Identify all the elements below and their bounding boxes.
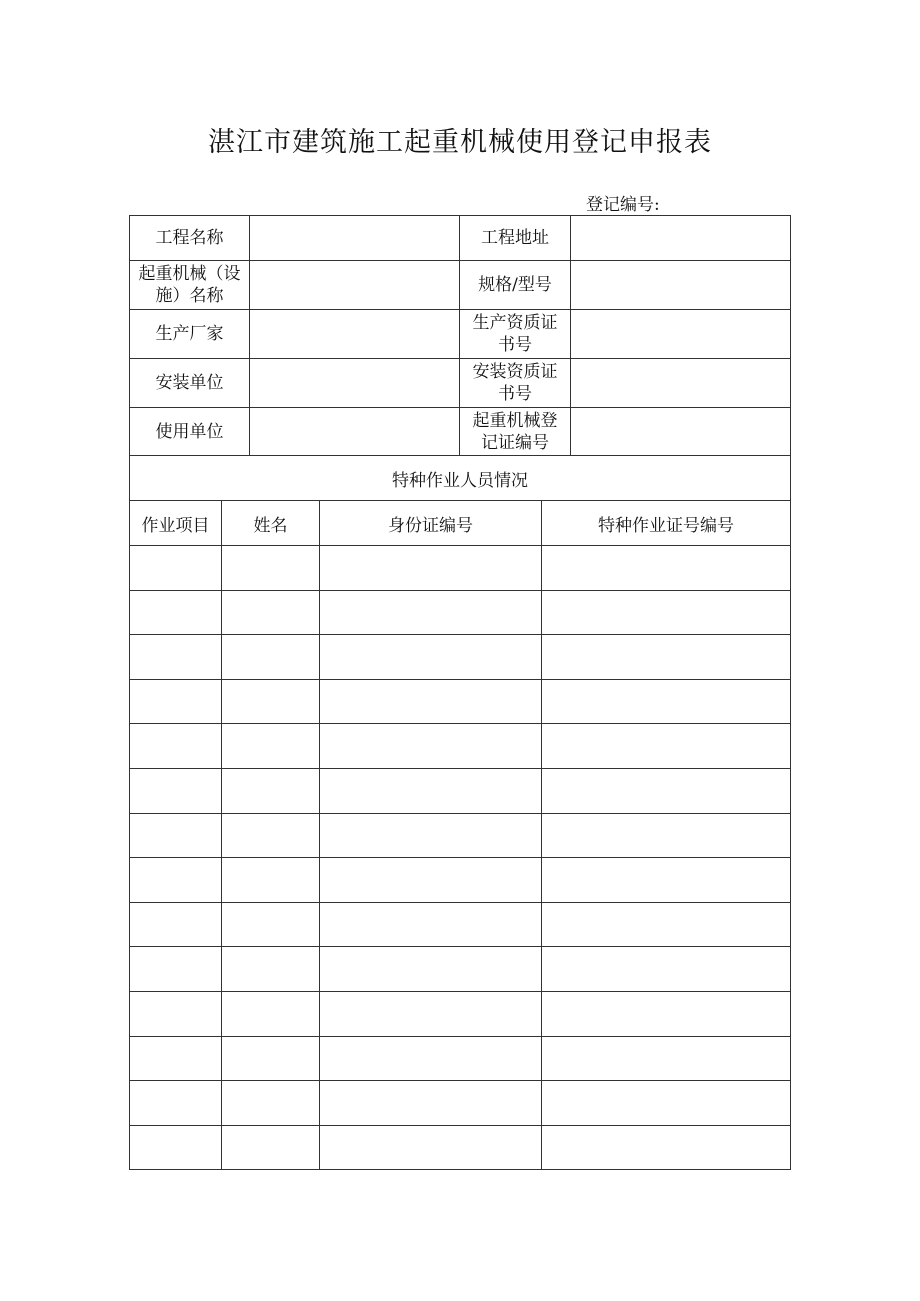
- job-item-cell[interactable]: [130, 991, 222, 1036]
- column-header-id-number: 身份证编号: [320, 501, 542, 546]
- table-row: [130, 546, 791, 591]
- project-info-table: [129, 215, 791, 456]
- id-number-cell[interactable]: [320, 1081, 542, 1126]
- crane-name-label-line1: 起重机械（设: [138, 264, 241, 284]
- info-row-manufacturer: [130, 310, 791, 359]
- id-number-cell[interactable]: [320, 635, 542, 680]
- production-cert-label: [460, 310, 571, 359]
- crane-reg-cert-label-line2: 记证编号: [481, 432, 549, 453]
- operation-cert-cell[interactable]: [542, 902, 791, 947]
- table-row: [130, 902, 791, 947]
- document-title: 湛江市建筑施工起重机械使用登记申报表: [208, 127, 712, 158]
- special-operators-table: [129, 455, 791, 1170]
- operation-cert-cell[interactable]: [542, 679, 791, 724]
- crane-name-label-line2: 施）名称: [155, 286, 224, 306]
- column-header-operation-cert: 特种作业证号编号: [542, 501, 791, 546]
- id-number-cell[interactable]: [320, 724, 542, 769]
- project-name-label: 工程名称: [130, 216, 250, 261]
- job-item-cell[interactable]: [130, 1036, 222, 1081]
- job-item-cell[interactable]: [130, 679, 222, 724]
- job-item-cell[interactable]: [130, 1081, 222, 1126]
- operation-cert-cell[interactable]: [542, 724, 791, 769]
- id-number-cell[interactable]: [320, 991, 542, 1036]
- job-item-cell[interactable]: [130, 1125, 222, 1170]
- id-number-cell[interactable]: [320, 902, 542, 947]
- id-number-cell[interactable]: [320, 590, 542, 635]
- column-header-job-item: 作业项目: [130, 501, 222, 546]
- production-cert-label-line1: 生产资质证: [472, 313, 558, 333]
- operation-cert-cell[interactable]: [542, 546, 791, 591]
- install-cert-label-line2: 书号: [498, 384, 532, 404]
- project-address-field[interactable]: [571, 216, 791, 261]
- info-row-installer: [130, 359, 791, 408]
- staff-header-row: [130, 501, 791, 546]
- name-cell[interactable]: [222, 590, 320, 635]
- manufacturer-label: 生产厂家: [130, 310, 250, 359]
- table-row: [130, 679, 791, 724]
- info-row-user: [130, 408, 791, 456]
- crane-reg-cert-label-line1: 起重机械登: [472, 410, 558, 431]
- job-item-cell[interactable]: [130, 724, 222, 769]
- table-row: [130, 724, 791, 769]
- installer-field[interactable]: [250, 359, 460, 408]
- user-unit-label: 使用单位: [130, 408, 250, 456]
- job-item-cell[interactable]: [130, 635, 222, 680]
- job-item-cell[interactable]: [130, 768, 222, 813]
- id-number-cell[interactable]: [320, 947, 542, 992]
- operation-cert-cell[interactable]: [542, 991, 791, 1036]
- project-name-field[interactable]: [250, 216, 460, 261]
- id-number-cell[interactable]: [320, 1036, 542, 1081]
- operation-cert-cell[interactable]: [542, 1125, 791, 1170]
- production-cert-field[interactable]: [571, 310, 791, 359]
- name-cell[interactable]: [222, 1036, 320, 1081]
- crane-reg-cert-label: [460, 408, 571, 456]
- install-cert-label: [460, 359, 571, 408]
- column-header-name: 姓名: [222, 501, 320, 546]
- project-address-label: 工程地址: [460, 216, 571, 261]
- production-cert-label-line2: 书号: [498, 335, 532, 355]
- name-cell[interactable]: [222, 813, 320, 858]
- id-number-cell[interactable]: [320, 858, 542, 903]
- staff-section-row: [130, 456, 791, 501]
- operation-cert-cell[interactable]: [542, 858, 791, 903]
- operation-cert-cell[interactable]: [542, 813, 791, 858]
- operation-cert-cell[interactable]: [542, 1081, 791, 1126]
- table-row: [130, 813, 791, 858]
- name-cell[interactable]: [222, 947, 320, 992]
- name-cell[interactable]: [222, 679, 320, 724]
- user-unit-field[interactable]: [250, 408, 460, 456]
- id-number-cell[interactable]: [320, 546, 542, 591]
- operation-cert-cell[interactable]: [542, 1036, 791, 1081]
- install-cert-label-line1: 安装资质证: [472, 362, 558, 382]
- operation-cert-cell[interactable]: [542, 947, 791, 992]
- table-row: [130, 991, 791, 1036]
- installer-label: 安装单位: [130, 359, 250, 408]
- job-item-cell[interactable]: [130, 546, 222, 591]
- info-row-project: [130, 216, 791, 261]
- crane-name-label: [130, 261, 250, 310]
- id-number-cell[interactable]: [320, 768, 542, 813]
- name-cell[interactable]: [222, 858, 320, 903]
- table-row: [130, 858, 791, 903]
- id-number-cell[interactable]: [320, 679, 542, 724]
- name-cell[interactable]: [222, 1125, 320, 1170]
- manufacturer-field[interactable]: [250, 310, 460, 359]
- install-cert-field[interactable]: [571, 359, 791, 408]
- job-item-cell[interactable]: [130, 590, 222, 635]
- id-number-cell[interactable]: [320, 1125, 542, 1170]
- job-item-cell[interactable]: [130, 902, 222, 947]
- spec-model-field[interactable]: [571, 261, 791, 310]
- name-cell[interactable]: [222, 1081, 320, 1126]
- operation-cert-cell[interactable]: [542, 768, 791, 813]
- id-number-cell[interactable]: [320, 813, 542, 858]
- name-cell[interactable]: [222, 902, 320, 947]
- info-row-crane: [130, 261, 791, 310]
- operation-cert-cell[interactable]: [542, 635, 791, 680]
- table-row: [130, 1125, 791, 1170]
- spec-model-label: 规格/型号: [460, 261, 571, 310]
- name-cell[interactable]: [222, 768, 320, 813]
- job-item-cell[interactable]: [130, 813, 222, 858]
- staff-section-title: 特种作业人员情况: [130, 456, 791, 501]
- table-row: [130, 635, 791, 680]
- name-cell[interactable]: [222, 724, 320, 769]
- name-cell[interactable]: [222, 635, 320, 680]
- job-item-cell[interactable]: [130, 858, 222, 903]
- crane-name-field[interactable]: [250, 261, 460, 310]
- name-cell[interactable]: [222, 991, 320, 1036]
- table-row: [130, 768, 791, 813]
- operation-cert-cell[interactable]: [542, 590, 791, 635]
- crane-reg-cert-field[interactable]: [571, 408, 791, 456]
- registration-number-label: 登记编号:: [586, 195, 660, 215]
- table-row: [130, 590, 791, 635]
- table-row: [130, 1081, 791, 1126]
- table-row: [130, 1036, 791, 1081]
- table-row: [130, 947, 791, 992]
- name-cell[interactable]: [222, 546, 320, 591]
- job-item-cell[interactable]: [130, 947, 222, 992]
